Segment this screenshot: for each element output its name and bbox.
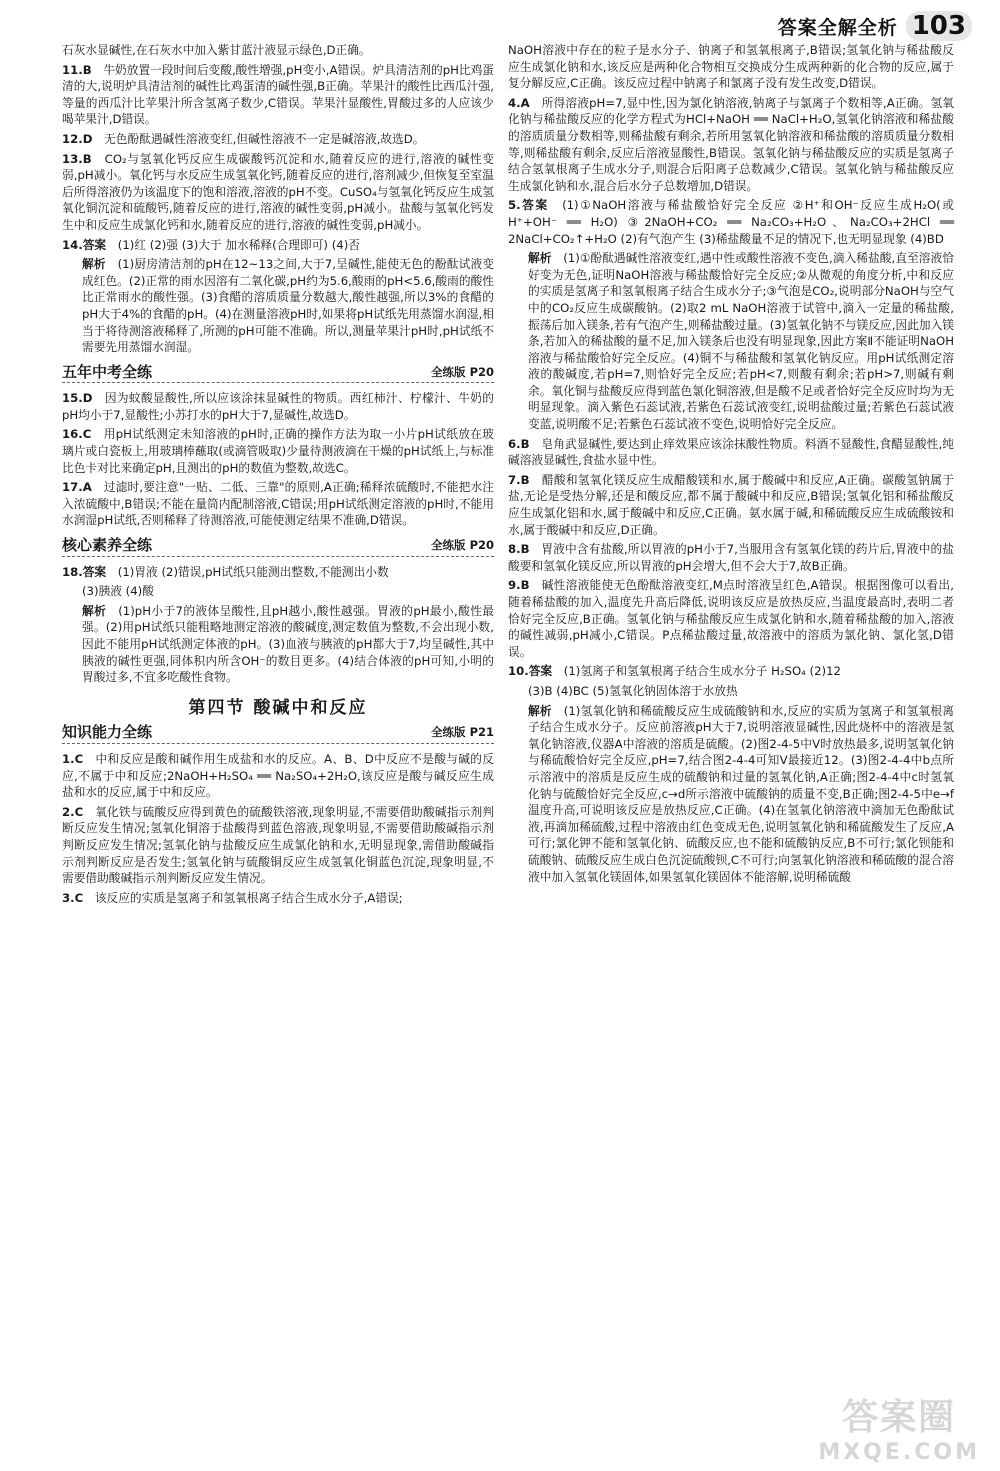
- answer-item: [62, 237, 494, 254]
- item-text: (1)胃液 (2)错误,pH试纸只能测出整数,不能测出小数: [117, 564, 389, 579]
- item-text: (1)氢离子和氢氧根离子结合生成水分子 H₂SO₄ (2)12: [563, 664, 841, 679]
- item-number: 7.B: [508, 472, 530, 487]
- answer-item: [508, 577, 954, 660]
- item-text: 醋酸和氢氧化镁反应生成醋酸镁和水,属于酸碱中和反应,A正确。碳酸氢钠属于盐,无论是受热分解,还是和酸反应,都不属于酸碱中和反应,B错误;氢氧化铝和稀盐酸反应生成氯化铝和水,属于酸碱中和反应,C正确。氨水属于碱,和稀硫酸反应生成硫酸铵和水,属于酸碱中和反应,D正确。: [508, 472, 954, 537]
- analysis-10-text: (1)氢氧化钠和稀硫酸反应生成硫酸钠和水,反应的实质为氢离子和氢氧根离子结合生成水分子。反应前溶液pH大于7,说明溶液显碱性,因此烧杯中的溶液是氢氧化钠溶液,仪器A中溶液的溶质是硫酸。(2)图2-4-5中V时放热最多,说明氢氧化钠与稀硫酸恰好完全反应,pH=7,结合图2-4-4可知V最接近12。(3)图2-4-4中b点所示溶液中的溶质是反应生成的硫酸钠和过量的氢氧化钠,A正确;图2-4-4中c时氢氧化钠与硫酸恰好完全反应,c→d所示溶液中硫酸钠的质量不变,B正确;图2-4-5中e→f温度升高,可说明该反应是放热反应,C正确。(4)在氢氧化钠溶液中滴加无色酚酞试液,再滴加稀硫酸,过程中溶液由红色变成无色,说明氢氧化钠和稀硫酸发生了反应,A可行;氯化钾不能和氢氧化钠、硫酸反应,也不能和硫酸钠反应,B不可行;氯化钡能和硫酸钠、硫酸反应生成白色沉淀硫酸钡,C不可行;向氢氧化钠溶液和稀硫酸的混合溶液中加入氢氧化镁固体,如果氢氧化镁固体不能溶解,说明稀硫酸: [528, 703, 954, 884]
- section-zhongkao: [62, 364, 494, 384]
- answer-item: [62, 479, 494, 529]
- analysis-18-text: (1)pH小于7的液体呈酸性,且pH越小,酸性越强。胃液的pH最小,酸性最强。(2)用pH试纸只能粗略地测定溶液的酸碱度,测定数值为整数,不会出现小数,因此不能用pH试纸测定体液的pH。(3)血液与胰液的pH都大于7,均呈碱性,其中胰液的碱性更强,同体积内所含OH⁻的数目更多。(4)结合体液的pH可知,小明的胃酸过多,不宜多吃酸性食物。: [82, 603, 494, 685]
- answer-item: [62, 564, 494, 581]
- item-number: 17.A: [62, 480, 92, 495]
- item-text: 因为蚊酸显酸性,所以应该涂抹显碱性的物质。西红柿汁、柠檬汁、牛奶的pH均小于7,显酸性;小苏打水的pH大于7,显碱性,故选D。: [62, 391, 494, 422]
- answer-item: [508, 663, 954, 680]
- item-number: 6.B: [508, 436, 530, 451]
- answer-item: [508, 541, 954, 574]
- item-number: 4.A: [508, 95, 530, 110]
- item-number: 18.答案: [62, 564, 107, 579]
- analysis-label: 解析: [82, 257, 106, 272]
- item-number: 1.C: [62, 751, 84, 766]
- analysis-label: 解析: [528, 703, 552, 718]
- item-number: 13.B: [62, 151, 92, 166]
- answer-item: [62, 751, 494, 801]
- section-ref: 全练版 P20: [431, 364, 494, 379]
- answer-10-line2: (3)B (4)BC (5)氢氧化钠固体溶于水放热: [528, 683, 738, 698]
- section-ref: 全练版 P21: [431, 725, 494, 740]
- item-text: 石灰水显碱性,在石灰水中加入紫甘蓝汁液显示绿色,D正确。: [62, 43, 371, 57]
- section-hexin: [62, 537, 494, 557]
- item-text: 皂角武显碱性,要达到止痒效果应该涂抹酸性物质。料酒不显酸性,食醋显酸性,纯碱溶液显碱性,食盐水显中性。: [508, 436, 954, 468]
- item-text: (1)①NaOH溶液与稀盐酸恰好完全反应 ②H⁺和OH⁻反应生成H₂O(或H⁺+OH⁻ ══ H₂O) ③2NaOH+CO₂ ══ Na₂CO₃+H₂O、Na₂CO₃+2HCl ══ 2NaCl+CO₂↑+H₂O (2)有气泡产生 (3)稀盐酸量不足的情况下,也无明显现象 (4)BD: [508, 198, 954, 246]
- section-title: 知识能力全练: [62, 723, 153, 742]
- right-column: [508, 42, 954, 888]
- page-number: 103: [906, 11, 972, 41]
- item-text: NaOH溶液中存在的粒子是水分子、钠离子和氢氧根离子,B错误;氢氧化钠与稀盐酸反应生成氯化钠和水,该反应是两种化合物相互交换成分生成两种新的化合物的反应,属于复分解反应,C正确。该反应过程中钠离子和氯离子没有发生改变,D错误。: [508, 43, 954, 91]
- answer-item: [62, 62, 494, 128]
- item-text: 中和反应是酸和碱作用生成盐和水的反应。A、B、D中反应不是酸与碱的反应,不属于中和反应;2NaOH+H₂SO₄ ══ Na₂SO₄+2H₂O,该反应是酸与碱反应生成盐和水的反应,属于中和反应。: [62, 751, 494, 800]
- analysis-10: [508, 703, 954, 886]
- item-text: 该反应的实质是氢离子和氢氧根离子结合生成水分子,A错误;: [94, 890, 403, 905]
- answer-item: [508, 472, 954, 538]
- item-text: 用pH试纸测定未知溶液的pH时,正确的操作方法为取一小片pH试纸放在玻璃片或白瓷板上,用玻璃棒蘸取(或滴管吸取)少量待测液滴在干燥的pH试纸上,与标准比色卡对比来确定pH,且测出的pH的数值为整数,故选C。: [62, 427, 494, 475]
- answer-18-line2: (3)胰液 (4)酸: [82, 584, 154, 599]
- item-text: 碱性溶液能使无色酚酞溶液变红,M点时溶液呈红色,A错误。根据图像可以看出,随着稀盐酸的加入,温度先升高后降低,说明该反应是放热反应,当温度最高时,表明二者恰好完全反应,B正确。氢氧化钠与稀盐酸反应生成氯化钠和水,随着稀盐酸的加入,溶液的碱性减弱,pH减小,C错误。P点稀盐酸过量,故溶液中的溶质为氯化钠、氯化氢,D错误。: [508, 578, 954, 659]
- item-text: 所得溶液pH=7,显中性,因为氯化钠溶液,钠离子与氯离子个数相等,A正确。氢氧化钠与稀盐酸反应的化学方程式为HCl+NaOH ══ NaCl+H₂O,氢氧化钠溶液和稀盐酸的溶质质量分数相等,则稀盐酸有剩余,若所用氢氧化钠溶液和稀盐酸的溶质质量分数相等,则稀盐酸有剩余,反应后溶液显酸性,B错误。氢氧化钠与稀盐酸反应的实质是氢离子结合氢氧根离子生成水分子,则混合后阳离子总数减少,C错误。氢氧化钠与稀盐酸反应生成氯化钠和水,混合后水分子总数增加,D错误。: [508, 95, 954, 193]
- analysis-5: [508, 250, 954, 433]
- item-text: 氧化铁与硫酸反应得到黄色的硫酸铁溶液,现象明显,不需要借助酸碱指示剂判断反应发生情况;氢氧化铜溶于盐酸得到蓝色溶液,现象明显,不需要借助酸碱指示剂判断反应发生情况;氢氧化钠与盐酸反应生成氯化钠和水,无明显现象,需借助酸碱指示剂判断反应是否发生;氢氧化钠与硫酸铜反应生成氢氧化铜蓝色沉淀,现象明显,不需要借助酸碱指示剂判断反应发生情况。: [62, 804, 494, 886]
- item-number: 12.D: [62, 131, 93, 146]
- analysis-label: 解析: [528, 251, 552, 266]
- analysis-5-text: (1)①酚酞遇碱性溶液变红,遇中性或酸性溶液不变色,滴入稀盐酸,直至溶液恰好变为无色,证明NaOH溶液与稀盐酸恰好完全反应;②从微观的角度分析,中和反应的实质是氢离子和氢氧根离子结合生成水分子;③气泡是CO₂,说明部分NaOH与空气中的CO₂反应生成碳酸钠。(2)取2 mL NaOH溶液于试管中,滴入一定量的稀盐酸,振荡后加入镁条,若有气泡产生,则稀盐酸过量。(3)氢氧化钠不与镁反应,因此加入镁条,若加入的稀盐酸的量不足,加入镁条后也没有明显现象,因此方案Ⅱ不能证明NaOH溶液与稀盐酸恰好完全反应。(4)铜不与稀盐酸和氢氧化钠反应。用pH试纸测定溶液的酸碱度,若pH=7,则恰好完全反应;若pH<7,则酸有剩余;若pH>7,则碱有剩余。氧化铜与盐酸反应得到蓝色氯化铜溶液,但是酸不足或者恰好完全反应时均为无明显现象。滴入紫色石蕊试液,若紫色石蕊试液变红,说明盐酸过量;若紫色石蕊试液变蓝,说明酸不足;若紫色石蕊试液不变色,说明恰好完全反应。: [528, 251, 954, 432]
- section-title: 核心素养全练: [62, 536, 153, 555]
- answer-item: [62, 42, 494, 59]
- answer-item: [508, 95, 954, 195]
- left-column: [62, 42, 494, 909]
- answer-item: [62, 131, 494, 148]
- item-text: CO₂与氢氧化钙反应生成碳酸钙沉淀和水,随着反应的进行,溶液的碱性变弱,pH减小。氧化钙与水反应生成氢氧化钙,随着反应的进行,溶剂减少,但恢复至室温后所得溶液仍为该温度下的饱和溶液,溶液的pH不变。CuSO₄与氢氧化钙反应生成氢氧化铜沉淀和硫酸钙,随着反应的进行,溶液的碱性变弱,pH减小。盐酸与氢氧化钙发生中和反应生成氯化钙和水,随着反应的进行,溶液的碱性变弱,pH减小。: [62, 151, 494, 232]
- answer-item: [62, 804, 494, 887]
- watermark-sub: MXQE.COM: [818, 1440, 980, 1465]
- answer-item: [62, 151, 494, 234]
- item-number: 5.答案: [508, 198, 549, 213]
- section-ref: 全练版 P20: [431, 538, 494, 553]
- analysis-18: [62, 603, 494, 686]
- analysis-label: 解析: [82, 603, 107, 618]
- analysis-14: [62, 256, 494, 356]
- item-number: 15.D: [62, 391, 93, 406]
- section-title: 五年中考全练: [62, 362, 153, 381]
- item-number: 16.C: [62, 427, 92, 442]
- page-header: [778, 8, 972, 44]
- chapter-title: 第四节 酸碱中和反应: [188, 697, 368, 718]
- item-text: 过滤时,要注意"一贴、二低、三靠"的原则,A正确;稀释浓硫酸时,不能把水注入浓硫酸中,B错误;不能在量筒内配制溶液,C错误;用pH试纸测定溶液的pH时,不能用水润湿pH试纸,否则稀释了待测溶液,可能使测定结果不准确,D错误。: [62, 480, 494, 528]
- item-text: (1)红 (2)强 (3)大于 加水稀释(合理即可) (4)否: [117, 237, 360, 252]
- answer-item: [508, 197, 954, 247]
- watermark-main: 答案圈: [842, 1397, 957, 1438]
- answer-item: [508, 436, 954, 469]
- item-text: 牛奶放置一段时间后变酸,酸性增强,pH变小,A错误。炉具清洁剂的pH比鸡蛋清的大,说明炉具清洁剂的碱性比鸡蛋清的碱性强,B正确。苹果汁的酸性比西瓜汁强,等量的西瓜汁比苹果汁所含氢离子数少,C错误。苹果汁显酸性,胃酸过多的人应该少喝苹果汁,D错误。: [62, 62, 494, 127]
- answer-item: [62, 426, 494, 476]
- item-text: 无色酚酞遇碱性溶液变红,但碱性溶液不一定是碱溶液,故选D。: [104, 131, 425, 146]
- item-number: 9.B: [508, 578, 530, 593]
- analysis-14-text: (1)厨房清洁剂的pH在12~13之间,大于7,呈碱性,能使无色的酚酞试液变成红色。(2)正常的雨水因溶有二氧化碳,pH约为5.6,酸雨的pH<5.6,酸雨的酸性比正常雨水的酸性强。(3)食醋的溶质质量分数越大,酸性越强,所以3%的食醋的pH大于4%的食醋的pH。(4)在测量溶液pH时,如果将pH试纸先用蒸馏水润湿,相当于将待测溶液稀释了,所测的pH可能不准确。所以,测量苹果汁pH时,pH试纸不需要先用蒸馏水润湿。: [82, 257, 494, 355]
- watermark-logo: [818, 1389, 980, 1465]
- item-number: 14.答案: [62, 237, 107, 252]
- section-zhishi: [62, 724, 494, 744]
- item-text: 胃液中含有盐酸,所以胃液的pH小于7,当服用含有氢氧化镁的药片后,胃液中的盐酸要和氢氧化镁反应,所以胃液的pH会增大,但不会大于7,故B正确。: [508, 542, 954, 573]
- item-number: 10.答案: [508, 664, 553, 679]
- item-number: 2.C: [62, 804, 84, 819]
- item-number: 11.B: [62, 62, 92, 77]
- item-number: 8.B: [508, 542, 530, 557]
- header-title: 答案全解全析: [777, 16, 898, 39]
- item-number: 3.C: [62, 890, 84, 905]
- answer-item: [508, 42, 954, 92]
- answer-item: [62, 890, 494, 907]
- answer-item: [62, 390, 494, 423]
